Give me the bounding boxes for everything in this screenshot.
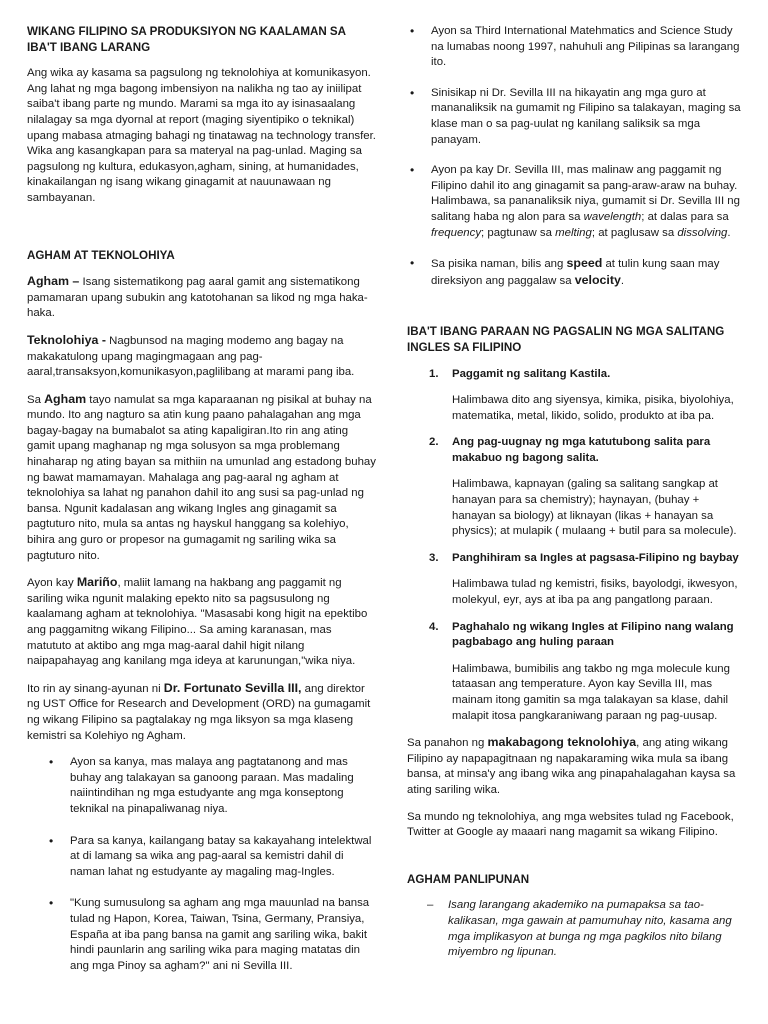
section-heading-agham-panlipunan: AGHAM PANLIPUNAN [407,872,530,886]
method-title: Paghahalo ng wikang Ingles at Filipino nang walang pagbabago ang huling paraan [452,620,734,649]
translation-methods-list [407,367,743,725]
method-body: Halimbawa, bumibilis ang takbo ng mga molecule kung tataasan ang temperature. Ayon kay Sevilla III, mas mainam itong gamitin sa mga talakayan sa klase, dahil malapit itosa pangkaraniwang paraan ng pag-uusap. [452,662,730,722]
section-heading-pagsalin: IBA'T IBANG PARAAN NG PAGSALIN NG MGA SALITANG INGLES SA FILIPINO [407,325,725,354]
term-sevilla: Dr. Fortunato Sevilla III, [163,680,302,695]
websites-paragraph: Sa mundo ng teknolohiya, ang mga websites tulad ng Facebook, Twitter at Google ay maaari nang magamit sa wikang Filipino. [407,810,734,839]
sevilla-bullet-list [27,755,377,974]
term-makabagong-teknolohiya: makabagong teknolohiya [487,735,637,750]
right-column [407,24,743,961]
term-marino: Mariño [76,575,118,590]
list-item: • Sa pisika naman, bilis ang speed at tulin kung saan may direksiyon ang paggalaw sa velocity. [407,256,743,289]
intro-paragraph: Ang wika ay kasama sa pagsulong ng teknolohiya at komunikasyon. Ang lahat ng mga bagong imbensiyon na nalikha ng tao ay iniilipat saiba't ibang parte ng mundo. Marami sa mga ito ay isinasaalang nilalagay sa mga dyornal at report (maging siyentipiko o teknikal) upang mabasa atmaging bahagi ng tinatawag na technology transfer. Wika ang kasangkapan para sa materyal na pag-unlad. Maging sa pagsulong ng kultura, edukasyon,agham, sining, at humanidades, kinakailangan ng isang wikang ginagamit at nauunawaan ng sambayanan. [27,67,376,204]
dash-bullet: – [427,899,434,912]
list-item: • Ayon sa kanya, mas malaya ang pagtatanong and mas buhay ang talakayan sa ganoong paraan. Mas madaling naiintindihan ng mga estudyante ang mga konseptong teknikal na pinapaliwanag niya. [27,755,377,817]
method-title: Paggamit ng salitang Kastila. [452,367,611,380]
list-item: • Para sa kanya, kailangang batay sa kakayahang intelektwal at di lamang sa wika ang pag-aaral sa kemistri dahil di naman lahat ng estudyante ay magaling mag-Ingles. [27,834,377,881]
list-item: • Ayon pa kay Dr. Sevilla III, mas malinaw ang paggamit ng Filipino dahil ito ang ginagamit sa pang-araw-araw na buhay. Halimbawa, sa pananaliksik niya, gumamit si Dr. Sevilla III ng salitang haba ng alon para sa wavelength; at dalas para sa frequency; pagtunaw sa melting; at paglusaw sa dissolving. [407,163,743,241]
agham-paragraph: Sa Agham tayo namulat sa mga kaparaanan ng pisikal at buhay na mundo. Ito ang nagturo sa atin kung paano pahalagahan ang mga bagay-bagay na bumabalot sa ating kapaligiran.Ito rin ang ating gamit upang maghanap ng mga solusyon sa mga problemang hinaharap ng ating bayan sa mithiin na umunlad ang estadong buhay ng bawat mamamayan. Mahalaga ang pag-aaral ng agham at teknolohiya sa lahat ng panahon dahil ito ang susi sa pag-unlad ng bansa. Ngunit kadalasan ang wikang Ingles ang ginagamit sa pagtuturo nito, mula sa antas ng hayskul hanggang sa kolehiyo, bihira ang guro or propesor na gumagamit ng sariling wika sa pagtuturo nito. [27,391,376,562]
marino-paragraph: Ayon kay Mariño, maliit lamang na hakbang ang paggamit ng sariling wika ngunit malaking epekto nito sa pagsusulong ng kaalamang agham at teknolohiya. "Masasabi kong higit na epektibo ang paggamitng wikang Filipino... Sa aming karanasan, mas matututo at aktibo ang mga mag-aaral dahil higit nilang naipapahayag ang kanilang mga ideya at karunungan,"wika niya. [27,575,368,668]
list-item: 3. Panghihiram sa Ingles at pagsasa-Filipino ng baybay Halimbawa tulad ng kemistri, fisiks, bayolodgi, ikwesyon, molekyul, eyr, ays at iba pa ang pangatlong paraan. [407,551,743,609]
method-body: Halimbawa tulad ng kemistri, fisiks, bayolodgi, ikwesyon, molekyul, eyr, ays at iba pa ang pangatlong paraan. [452,578,738,607]
list-item: 4. Paghahalo ng wikang Ingles at Filipino nang walang pagbabago ang huling paraan Halimbawa, bumibilis ang takbo ng mga molecule kung tataasan ang temperature. Ayon kay Sevilla III, mas mainam itong gamitin sa mga talakayan sa klase, dahil malapit itosa pangkaraniwang paraan ng pag-uusap. [407,620,743,725]
teknolohiya-definition: Teknolohiya - Nagbunsod na maging modemo ang bagay na makakatulong upang magingmagaan ang pag-aaral,transaksyon,komunikasyon,paglilibang at marami pang iba. [27,332,355,379]
makabagong-teknolohiya-paragraph: Sa panahon ng makabagong teknolohiya, ang ating wikang Filipino ay napapagitnaan ng napakaraming wika mula sa ibang bansa, at minsa'y ang ibang wika ang pinapahalagahan kaysa sa ating sariling wika. [407,735,736,796]
list-item: 1. Paggamit ng salitang Kastila. Halimbawa dito ang siyensya, kimika, pisika, biyolohiya, matematika, metal, likido, solido, produkto at iba pa. [407,367,743,425]
list-item: • "Kung sumusulong sa agham ang mga mauunlad na bansa tulad ng Hapon, Korea, Taiwan, Tsina, Germany, Pransiya, España at iba pang bansa na gamit ang sariling wika, bakit hindi paunlarin ang sariling wika para maging matatas din ang mga Pinoy sa agham?" ani ni Sevilla III. [27,896,377,974]
continued-bullet-list [407,24,743,289]
list-item: • Ayon sa Third International Matehmatics and Science Study na lumabas noong 1997, nahuhuli ang Pilipinas sa larangang ito. [407,24,743,71]
method-title: Panghihiram sa Ingles at pagsasa-Filipino ng baybay [452,551,739,564]
list-item: • Sinisikap ni Dr. Sevilla III na hikayatin ang mga guro at mananaliksik na gumamit ng Filipino sa talakayan, maging sa klase man o sa pag-uulat ng kanilang saliksik sa mga panayam. [407,86,743,148]
method-body: Halimbawa dito ang siyensya, kimika, pisika, biyolohiya, matematika, metal, likido, solido, produkto at iba pa. [452,394,734,422]
document-title: WIKANG FILIPINO SA PRODUKSIYON NG KAALAMAN SA IBA'T IBANG LARANG [27,25,346,54]
agham-definition: Agham – Isang sistematikong pag aaral gamit ang sistematikong pamamaran upang subukin ang katotohanan sa likod ng mga haka-haka. [27,274,368,320]
term-teknolohiya: Teknolohiya - [27,332,106,347]
method-body: Halimbawa, kapnayan (galing sa salitang sangkap at hanayan para sa chemistry); haynayan, (buhay + hanayan sa biology) at liknayan (likas + hanayan sa physics); at mulapik ( mulaang + butil para sa molecule). [452,478,737,538]
sevilla-paragraph: Ito rin ay sinang-ayunan ni Dr. Fortunato Sevilla III, ang direktor ng UST Office for Research and Development (ORD) na gumagamit ng wikang Filipino sa pagtalakay ng mga liksyon sa mga klaseng kemistri sa Kolehiyo ng Agham. [27,680,371,742]
method-title: Ang pag-uugnay ng mga katutubong salita para makabuo ng bagong salita. [452,436,711,464]
term-speed: speed [566,256,603,271]
list-item: 2. Ang pag-uugnay ng mga katutubong salita para makabuo ng bagong salita. Halimbawa, kapnayan (galing sa salitang sangkap at hanayan para sa chemistry); haynayan, (buhay + hanayan sa biology) at liknayan (likas + hanayan sa physics); at mulapik ( mulaang + butil para sa molecule). [407,435,743,540]
section-heading-agham-teknolohiya: AGHAM AT TEKNOLOHIYA [27,248,175,262]
term-agham: Agham – [27,274,80,289]
term-velocity: velocity [574,272,621,287]
agham-panlipunan-definition: – Isang larangang akademiko na pumapaksa sa tao-kalikasan, mga gawain at pamumuhay nito, kasama ang mga implikasyon at bunga ng mga pagkilos nito bilang miyembro ng lipunan. [427,899,732,959]
term-agham-inline: Agham [44,391,87,406]
left-column [27,24,377,990]
